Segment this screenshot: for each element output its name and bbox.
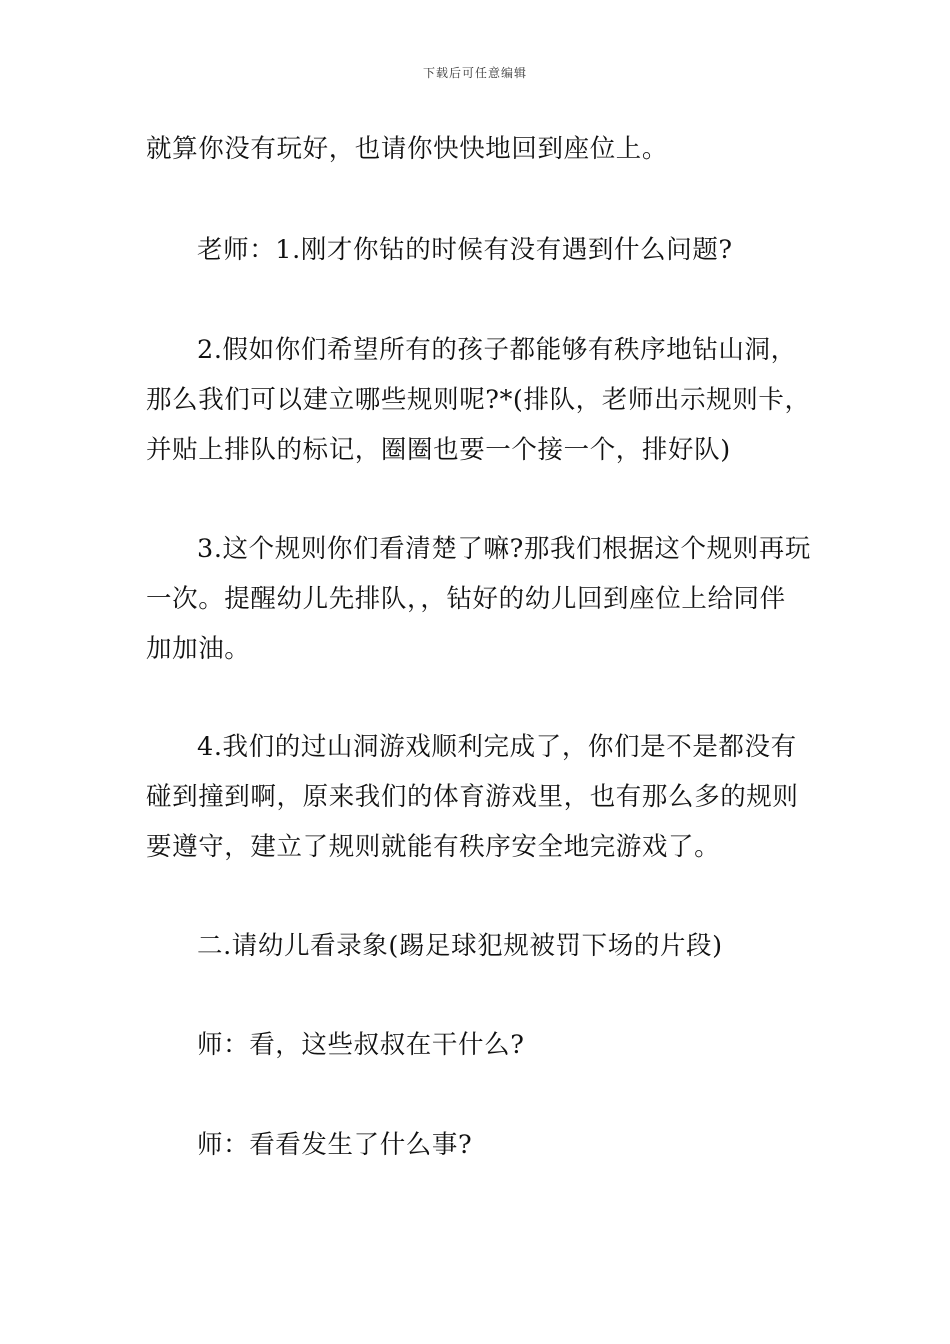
paragraph-3: 2.假如你们希望所有的孩子都能够有秩序地钻山洞，那么我们可以建立哪些规则呢?*(排队，老师出示规则卡，并贴上排队的标记，圈圈也要一个接一个，排好队) [146, 335, 811, 465]
paragraph-4: 3.这个规则你们看清楚了嘛?那我们根据这个规则再玩一次。提醒幼儿先排队，，钻好的幼儿回到座位上给同伴加加油。 [146, 534, 812, 664]
paragraph-8: 师：看看发生了什么事? [197, 1130, 473, 1160]
paragraph-7: 师：看，这些叔叔在干什么? [197, 1030, 525, 1060]
page-header: 下载后可任意编辑 [422, 66, 527, 80]
paragraph-6: 二.请幼儿看录象(踢足球犯规被罚下场的片段) [197, 931, 723, 961]
paragraph-2: 老师：1.刚才你钻的时候有没有遇到什么问题? [197, 235, 733, 265]
paragraph-1: 就算你没有玩好，也请你快快地回到座位上。 [146, 134, 669, 164]
paragraph-5: 4.我们的过山洞游戏顺利完成了，你们是不是都没有碰到撞到啊，原来我们的体育游戏里，也有那么多的规则要遵守，建立了规则就能有秩序安全地完游戏了。 [146, 732, 799, 862]
